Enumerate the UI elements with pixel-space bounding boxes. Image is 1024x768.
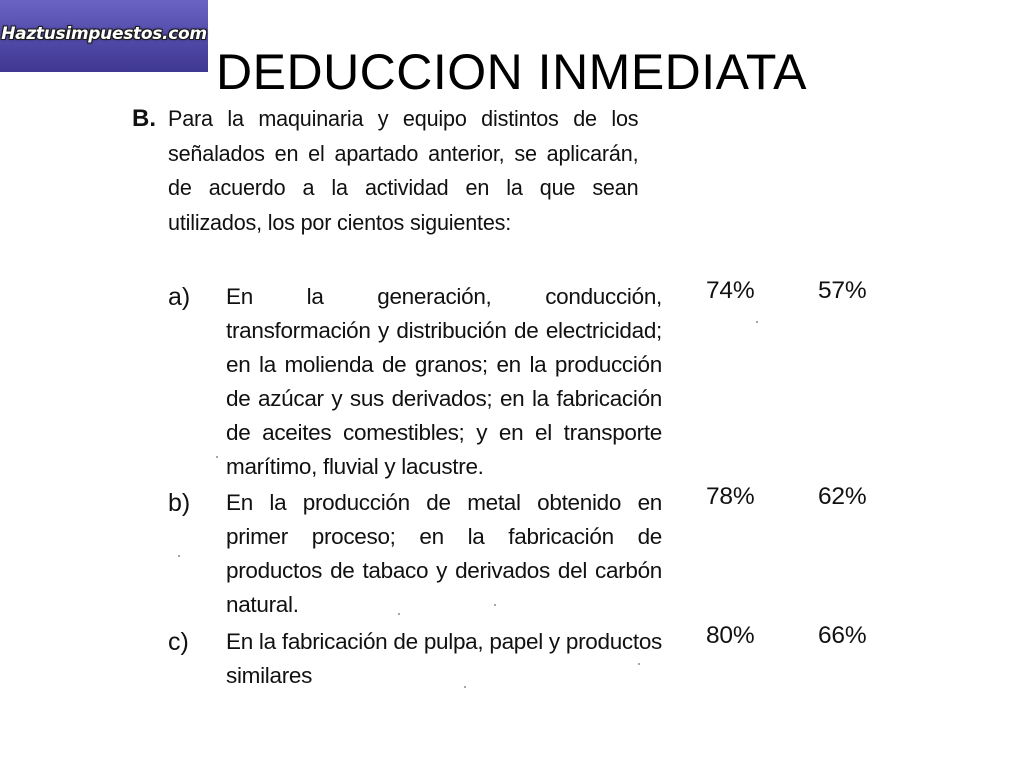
section-intro	[132, 102, 662, 240]
item-text: En la fabricación de pulpa, papel y productos similares	[226, 629, 662, 688]
item-percent-second: 57%	[818, 277, 867, 304]
scan-speck	[178, 555, 180, 557]
item-label: c)	[168, 628, 189, 656]
brand-logo-text: Haztusimpuestos.com	[1, 24, 207, 44]
section-label: B.	[132, 105, 156, 132]
item-percent-second: 62%	[818, 483, 867, 510]
item-percent-first: 74%	[706, 277, 755, 304]
scan-speck	[494, 604, 496, 606]
brand-logo	[0, 0, 208, 72]
item-percent-second: 66%	[818, 622, 867, 649]
item-text: En la producción de metal obtenido en primer proceso; en la fabricación de productos de tabaco y derivados del carbón natural.	[226, 490, 662, 617]
item-percent-first: 78%	[706, 483, 755, 510]
section-intro-text: Para la maquinaria y equipo distintos de los señalados en el apartado anterior, se aplicarán, de acuerdo a la actividad en la que sean utilizados, los por cientos siguientes:	[168, 106, 639, 235]
scan-speck	[756, 321, 758, 323]
item-percent-first: 80%	[706, 622, 755, 649]
item-label: b)	[168, 489, 191, 517]
scanned-document	[132, 102, 882, 702]
item-text: En la generación, conducción, transformación y distribución de electricidad; en la molienda de granos; en la producción de azúcar y sus derivados; en la fabricación de aceites comestibles; y en el transporte marítimo, fluvial y lacustre.	[226, 284, 662, 479]
scan-speck	[398, 613, 400, 615]
scan-speck	[638, 663, 640, 665]
scan-speck	[216, 456, 218, 458]
slide-title: DEDUCCION INMEDIATA	[216, 44, 807, 100]
item-label: a)	[168, 283, 191, 311]
scan-speck	[464, 686, 466, 688]
